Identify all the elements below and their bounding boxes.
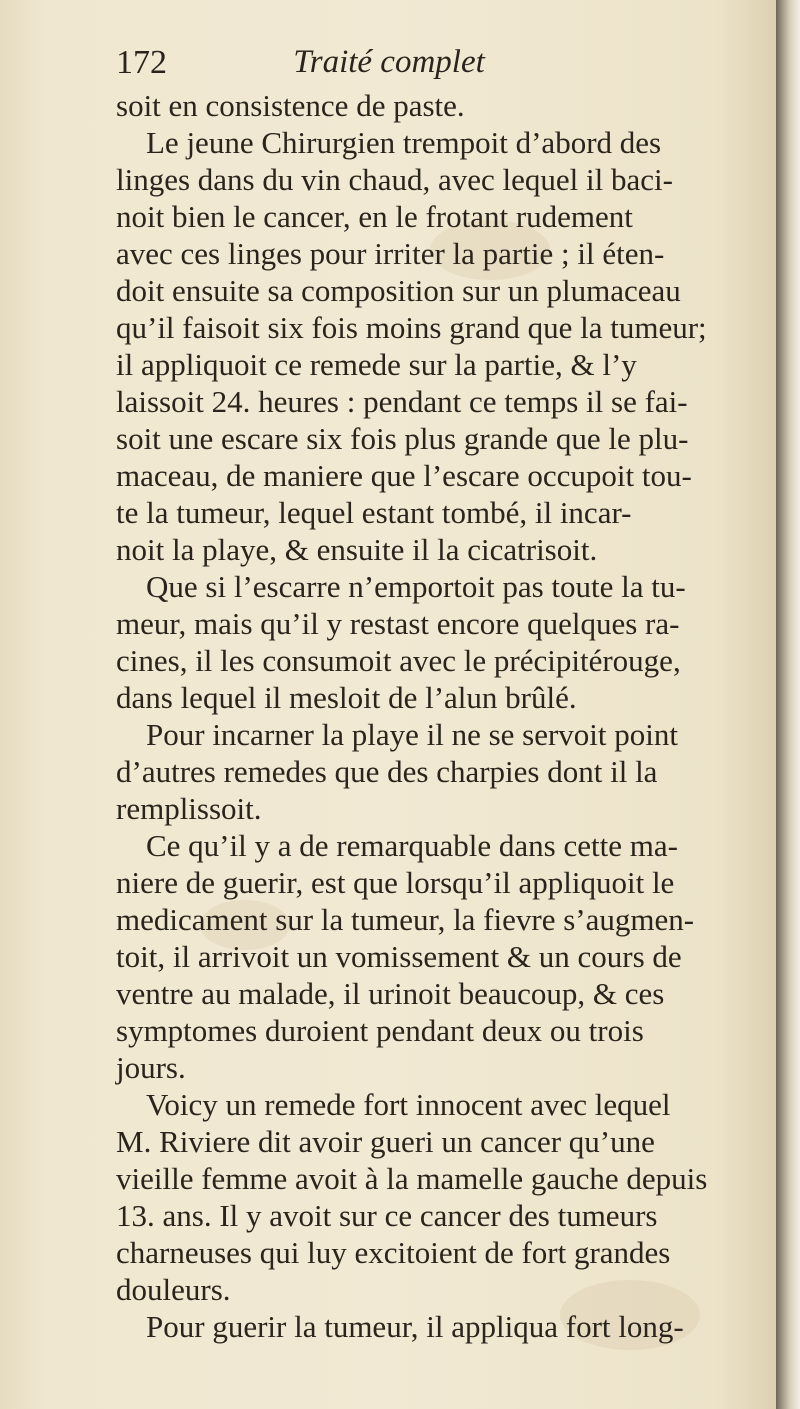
text-line: 13. ans. Il y avoit sur ce cancer des tumeurs bbox=[116, 1198, 658, 1233]
text-line: Pour incarner la playe il ne se servoit point bbox=[146, 717, 679, 752]
text-line: maceau, de maniere que l’escare occupoit tou- bbox=[116, 458, 692, 493]
text-line: avec ces linges pour irriter la partie ; il éten- bbox=[116, 236, 665, 271]
text-line: Ce qu’il y a de remarquable dans cette ma- bbox=[146, 828, 678, 863]
text-line: soit en consistence de paste. bbox=[116, 88, 465, 123]
text-line: qu’il faisoit six fois moins grand que la tumeur; bbox=[116, 310, 707, 345]
text-line: M. Riviere dit avoir gueri un cancer qu’une bbox=[116, 1124, 655, 1159]
text-line: soit une escare six fois plus grande que le plu- bbox=[116, 421, 689, 456]
page-edge-shadow bbox=[776, 0, 800, 1409]
text-line: ventre au malade, il urinoit beaucoup, & ces bbox=[116, 976, 665, 1011]
page-number: 172 bbox=[116, 44, 167, 81]
page-header bbox=[0, 44, 778, 92]
text-line: jours. bbox=[116, 1050, 186, 1085]
text-line: il appliquoit ce remede sur la partie, & l’y bbox=[116, 347, 637, 382]
text-line: cines, il les consumoit avec le précipitérouge, bbox=[116, 643, 681, 678]
text-line: medicament sur la tumeur, la fievre s’augmen- bbox=[116, 902, 695, 937]
text-line: doit ensuite sa composition sur un plumaceau bbox=[116, 273, 681, 308]
text-line: d’autres remedes que des charpies dont il la bbox=[116, 754, 658, 789]
running-title: Traité complet bbox=[293, 44, 485, 80]
text-line: symptomes duroient pendant deux ou trois bbox=[116, 1013, 644, 1048]
text-line: douleurs. bbox=[116, 1272, 231, 1307]
text-line: meur, mais qu’il y restast encore quelques ra- bbox=[116, 606, 680, 641]
text-line: Que si l’escarre n’emportoit pas toute la tu- bbox=[146, 569, 686, 604]
text-line: remplissoit. bbox=[116, 791, 262, 826]
text-line: charneuses qui luy excitoient de fort grandes bbox=[116, 1235, 671, 1270]
text-line: te la tumeur, lequel estant tombé, il incar- bbox=[116, 495, 632, 530]
text-line: niere de guerir, est que lorsqu’il appliquoit le bbox=[116, 865, 675, 900]
text-line: Le jeune Chirurgien trempoit d’abord des bbox=[146, 125, 662, 160]
text-line: vieille femme avoit à la mamelle gauche depuis bbox=[116, 1161, 708, 1196]
text-line: laissoit 24. heures : pendant ce temps il se fai- bbox=[116, 384, 688, 419]
text-line: noit bien le cancer, en le frotant rudement bbox=[116, 199, 633, 234]
text-line: toit, il arrivoit un vomissement & un cours de bbox=[116, 939, 682, 974]
text-line: Voicy un remede fort innocent avec lequel bbox=[146, 1087, 671, 1122]
text-line: dans lequel il mesloit de l’alun brûlé. bbox=[116, 680, 577, 715]
text-line: noit la playe, & ensuite il la cicatrisoit. bbox=[116, 532, 598, 567]
text-line: linges dans du vin chaud, avec lequel il baci- bbox=[116, 162, 673, 197]
text-line: Pour guerir la tumeur, il appliqua fort long- bbox=[146, 1309, 684, 1344]
